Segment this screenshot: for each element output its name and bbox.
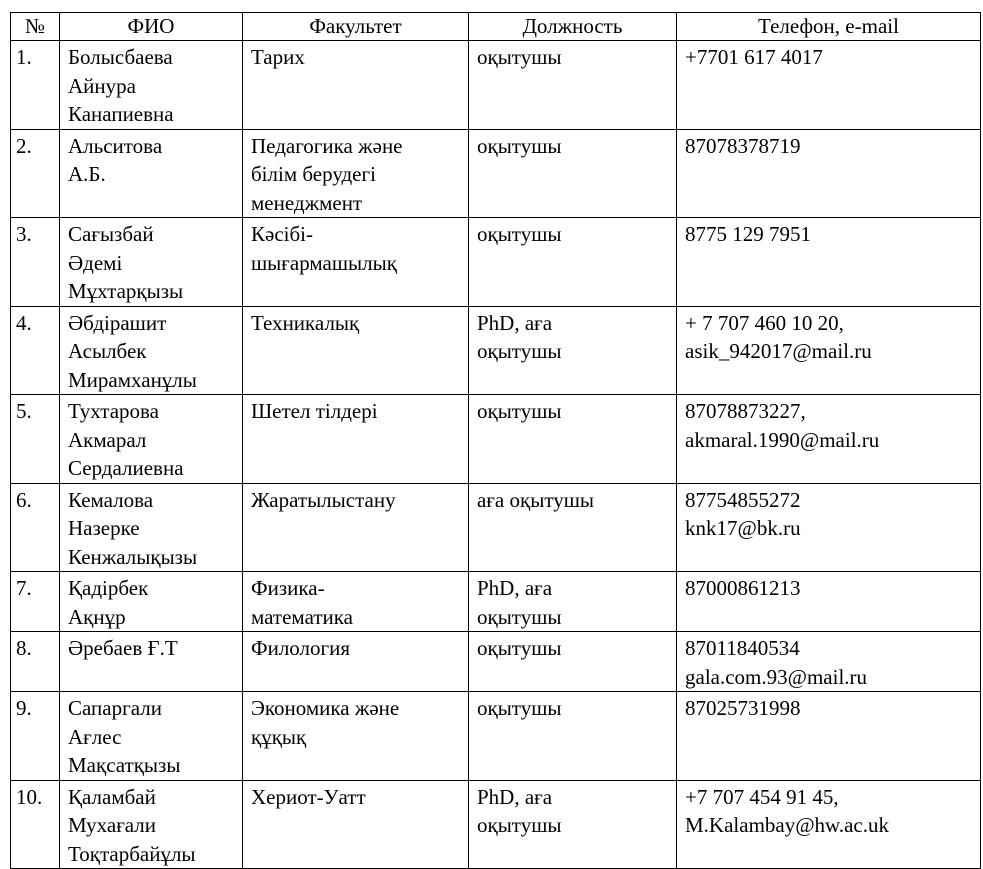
table-row xyxy=(11,632,981,692)
row-position: оқытушы xyxy=(469,632,677,692)
row-number: 1. xyxy=(11,41,60,130)
row-name: Қаламбай Мухағали Тоқтарбайұлы xyxy=(60,780,243,869)
row-number: 3. xyxy=(11,218,60,307)
row-name: Сапаргали Ағлес Мақсатқызы xyxy=(60,692,243,781)
row-faculty: Техникалық xyxy=(243,306,469,395)
table-row xyxy=(11,780,981,869)
row-number: 7. xyxy=(11,572,60,632)
staff-table xyxy=(10,12,981,869)
row-contact: + 7 707 460 10 20, asik_942017@mail.ru xyxy=(677,306,981,395)
table-row xyxy=(11,572,981,632)
row-faculty: Хериот-Уатт xyxy=(243,780,469,869)
table-row xyxy=(11,129,981,218)
row-contact: 87000861213 xyxy=(677,572,981,632)
table-row xyxy=(11,41,981,130)
row-contact: +7 707 454 91 45, M.Kalambay@hw.ac.uk xyxy=(677,780,981,869)
row-faculty: Шетел тілдері xyxy=(243,395,469,484)
row-name: Болысбаева Айнура Канапиевна xyxy=(60,41,243,130)
row-faculty: Жаратылыстану xyxy=(243,483,469,572)
row-position: оқытушы xyxy=(469,129,677,218)
header-row xyxy=(11,13,981,41)
table-row xyxy=(11,218,981,307)
row-position: оқытушы xyxy=(469,41,677,130)
row-position: PhD, аға оқытушы xyxy=(469,572,677,632)
row-name: Альситова А.Б. xyxy=(60,129,243,218)
row-number: 6. xyxy=(11,483,60,572)
row-name: Қадірбек Ақнұр xyxy=(60,572,243,632)
header-contact: Телефон, e-mail xyxy=(677,13,981,41)
table-row xyxy=(11,483,981,572)
row-faculty: Тарих xyxy=(243,41,469,130)
row-name: Әребаев Ғ.Т xyxy=(60,632,243,692)
header-number: № xyxy=(11,13,60,41)
row-contact: 87011840534 gala.com.93@mail.ru xyxy=(677,632,981,692)
row-position: PhD, аға оқытушы xyxy=(469,780,677,869)
row-contact: 87078873227, akmaral.1990@mail.ru xyxy=(677,395,981,484)
row-contact: 8775 129 7951 xyxy=(677,218,981,307)
row-contact: 87025731998 xyxy=(677,692,981,781)
row-faculty: Физика- математика xyxy=(243,572,469,632)
header-position: Должность xyxy=(469,13,677,41)
row-number: 9. xyxy=(11,692,60,781)
row-contact: 87078378719 xyxy=(677,129,981,218)
row-faculty: Кәсібі- шығармашылық xyxy=(243,218,469,307)
row-position: оқытушы xyxy=(469,692,677,781)
header-name: ФИО xyxy=(60,13,243,41)
row-number: 2. xyxy=(11,129,60,218)
row-faculty: Экономика және құқық xyxy=(243,692,469,781)
row-faculty: Филология xyxy=(243,632,469,692)
row-number: 8. xyxy=(11,632,60,692)
row-contact: 87754855272 knk17@bk.ru xyxy=(677,483,981,572)
row-position: оқытушы xyxy=(469,218,677,307)
row-contact: +7701 617 4017 xyxy=(677,41,981,130)
row-name: Кемалова Назерке Кенжалықызы xyxy=(60,483,243,572)
row-name: Сағызбай Әдемі Мұхтарқызы xyxy=(60,218,243,307)
header-faculty: Факультет xyxy=(243,13,469,41)
table-row xyxy=(11,306,981,395)
row-position: оқытушы xyxy=(469,395,677,484)
row-name: Тухтарова Акмарал Сердалиевна xyxy=(60,395,243,484)
table-row xyxy=(11,692,981,781)
row-name: Әбдірашит Асылбек Мирамханұлы xyxy=(60,306,243,395)
row-position: PhD, аға оқытушы xyxy=(469,306,677,395)
row-faculty: Педагогика және білім берудегі менеджмент xyxy=(243,129,469,218)
row-position: аға оқытушы xyxy=(469,483,677,572)
row-number: 4. xyxy=(11,306,60,395)
table-row xyxy=(11,395,981,484)
row-number: 10. xyxy=(11,780,60,869)
row-number: 5. xyxy=(11,395,60,484)
